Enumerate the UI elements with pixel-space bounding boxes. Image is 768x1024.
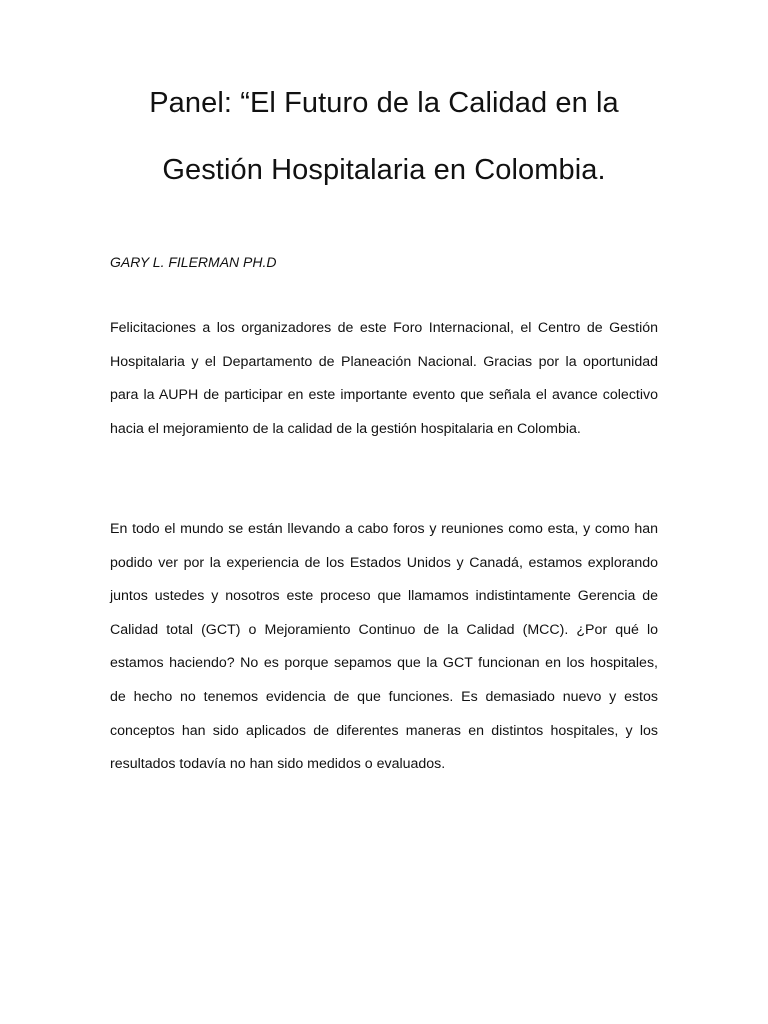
paragraph-1: Felicitaciones a los organizadores de este Foro Internacional, el Centro de Gestión Hospitalaria y el Departamento de Planeación Nacional. Gracias por la oportunidad para la AUPH de participar en este importante evento que señala el avance colectivo hacia el mejoramiento de la calidad de la gestión hospitalaria en Colombia.	[110, 320, 658, 437]
document-title-line-2: Gestión Hospitalaria en Colombia.	[162, 154, 606, 186]
document-title-line-1: Panel: “El Futuro de la Calidad en la	[149, 87, 619, 119]
author-name: GARY L. FILERMAN PH.D	[110, 254, 277, 270]
paragraph-2: En todo el mundo se están llevando a cabo foros y reuniones como esta, y como han podido ver por la experiencia de los Estados Unidos y Canadá, estamos explorando juntos ustedes y nosotros este proceso que llamamos indistintamente Gerencia de Calidad total (GCT) o Mejoramiento Continuo de la Calidad (MCC). ¿Por qué lo estamos haciendo? No es porque sepamos que la GCT funcionan en los hospitales, de hecho no tenemos evidencia de que funciones. Es demasiado nuevo y estos conceptos han sido aplicados de diferentes maneras en distintos hospitales, y los resultados todavía no han sido medidos o evaluados.	[110, 521, 658, 773]
